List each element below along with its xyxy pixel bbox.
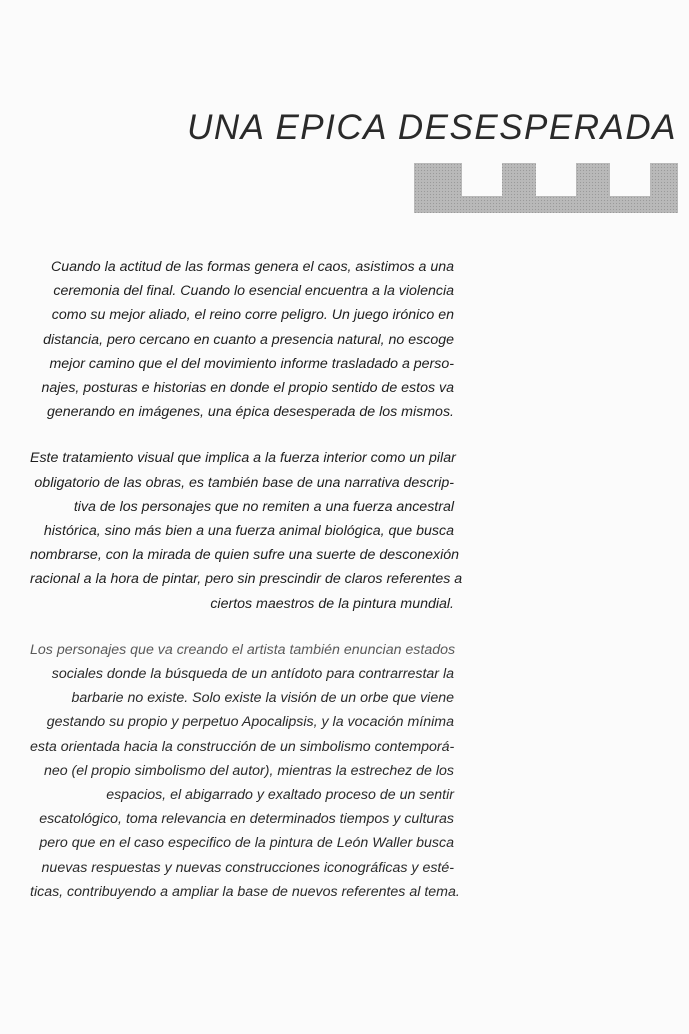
text-line: Este tratamiento visual que implica a la fuerza interior como un pilar xyxy=(30,450,456,467)
crenellation-ornament xyxy=(414,163,678,213)
ornament-notch xyxy=(536,163,576,196)
text-line: racional a la hora de pintar, pero sin prescindir de claros referentes a xyxy=(30,571,463,588)
text-line: distancia, pero cercano en cuanto a presencia natural, no escoge xyxy=(43,331,454,348)
text-line: esta orientada hacia la construcción de un simbolismo contemporá- xyxy=(30,738,455,755)
text-line: Cuando la actitud de las formas genera el caos, asistimos a una xyxy=(51,259,454,275)
text-line: mejor camino que el del movimiento informe trasladado a perso- xyxy=(49,355,454,372)
text-line: nombrarse, con la mirada de quien sufre una suerte de desconexión xyxy=(30,547,460,564)
ornament-notch xyxy=(610,163,650,196)
ornament-notch xyxy=(462,163,502,196)
paragraph xyxy=(30,255,454,424)
text-line: ticas, contribuyendo a ampliar la base de nuevos referentes al tema. xyxy=(30,883,460,900)
text-line: sociales donde la búsqueda de un antídoto para contrarrestar la xyxy=(51,666,454,683)
paragraph xyxy=(30,638,460,904)
text-line: gestando su propio y perpetuo Apocalipsis, y la vocación mínima xyxy=(46,714,454,731)
text-line: barbarie no existe. Solo existe la visión de un orbe que viene xyxy=(71,690,454,707)
page-title: UNA EPICA DESESPERADA xyxy=(187,108,677,147)
text-line: ceremonia del final. Cuando lo esencial encuentra a la violencia xyxy=(53,283,454,300)
text-line: espacios, el abigarrado y exaltado proceso de un sentir xyxy=(106,787,454,804)
text-line: obligatorio de las obras, es también base de una narrativa descrip- xyxy=(34,474,454,491)
text-line: ciertos maestros de la pintura mundial. xyxy=(210,595,454,612)
text-line: histórica, sino más bien a una fuerza animal biológica, que busca xyxy=(43,523,454,540)
text-line: Los personajes que va creando el artista también enuncian estados xyxy=(30,641,456,658)
text-line: generando en imágenes, una épica desesperada de los mismos. xyxy=(47,404,454,421)
body-text xyxy=(30,255,463,926)
text-line: pero que en el caso especifico de la pintura de León Waller busca xyxy=(39,835,454,852)
text-line: neo (el propio simbolismo del autor), mientras la estrechez de los xyxy=(43,762,454,779)
text-line: najes, posturas e historias en donde el propio sentido de estos va xyxy=(41,380,454,397)
text-line: como su mejor aliado, el reino corre peligro. Un juego irónico en xyxy=(51,307,454,324)
paragraph xyxy=(30,446,463,615)
text-line: nuevas respuestas y nuevas construcciones iconográficas y esté- xyxy=(41,859,454,876)
text-line: tiva de los personajes que no remiten a una fuerza ancestral xyxy=(73,498,454,515)
text-line: escatológico, toma relevancia en determinados tiempos y culturas xyxy=(39,811,454,828)
